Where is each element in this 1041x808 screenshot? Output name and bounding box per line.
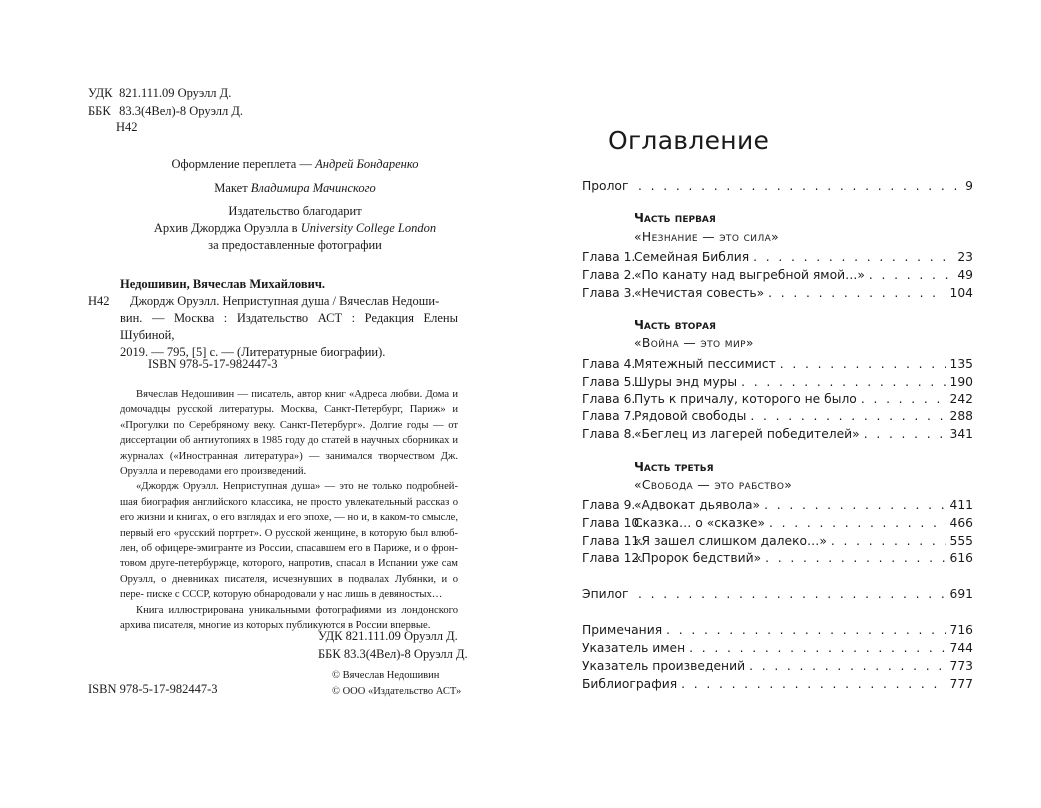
toc-chapter-4[interactable] <box>582 355 973 373</box>
toc-leader <box>666 621 945 639</box>
toc-page-number: 190 <box>949 375 973 389</box>
toc-chapter-3[interactable] <box>582 284 973 302</box>
toc-chapter-label: Глава 2. <box>582 268 636 282</box>
toc-chapter-title: Шуры энд муры <box>634 375 738 389</box>
toc-chapter-label: Глава 5. <box>582 375 636 389</box>
toc-chapter-label: Глава 9. <box>582 498 636 512</box>
catalog-line-1: Джордж Оруэлл. Неприступная душа / Вячеслав Недоши- <box>130 294 440 308</box>
ack-line-1: Издательство благодарит <box>228 204 362 218</box>
bbk-label: ББК <box>88 104 111 118</box>
toc-title: Оглавление <box>608 126 770 155</box>
toc-page-number: 466 <box>949 516 973 530</box>
toc-page-number: 716 <box>949 623 973 637</box>
layout-designer: Владимира Мачинского <box>250 181 376 195</box>
toc-page-number: 104 <box>949 286 973 300</box>
toc-entry-title: Библиография <box>582 677 678 691</box>
toc-leader <box>638 177 961 195</box>
toc-chapter-10[interactable] <box>582 514 973 532</box>
toc-chapter-label: Глава 12. <box>582 551 644 565</box>
layout-credit <box>130 180 460 197</box>
toc-chapter-11[interactable] <box>582 532 973 550</box>
toc-leader <box>689 639 945 657</box>
left-page <box>0 0 520 808</box>
bbk-bottom: ББК 83.3(4Вел)-8 Оруэлл Д. <box>318 647 468 661</box>
toc-chapter-6[interactable] <box>582 390 973 408</box>
toc-chapter-title: Мятежный пессимист <box>634 357 776 371</box>
cutter-code: Н42 <box>116 120 138 134</box>
toc-chapter-label: Глава 1. <box>582 250 636 264</box>
toc-entry-title: Указатель имен <box>582 641 686 655</box>
toc-leader <box>750 407 945 425</box>
toc-leader <box>768 284 945 302</box>
toc-chapter-1[interactable] <box>582 248 973 266</box>
toc-page-number: 777 <box>949 677 973 691</box>
catalog-author: Недошивин, Вячеслав Михайлович. <box>120 277 325 291</box>
isbn-bottom: ISBN 978-5-17-982447-3 <box>88 682 218 696</box>
udk-line <box>88 84 231 102</box>
toc-chapter-title: «Пророк бедствий» <box>634 551 762 565</box>
toc-chapter-title: «Нечистая совесть» <box>634 286 765 300</box>
toc-leader <box>681 675 945 693</box>
toc-prologue[interactable] <box>582 177 973 195</box>
catalog-cutter: Н42 <box>88 294 110 308</box>
toc-leader <box>861 390 946 408</box>
toc-page-number: 411 <box>949 498 973 512</box>
toc-chapter-7[interactable] <box>582 407 973 425</box>
toc-chapter-label: Глава 8. <box>582 427 636 441</box>
toc-page-number: 242 <box>949 392 973 406</box>
udk-label: УДК <box>88 86 113 100</box>
part-1-heading: Часть первая <box>634 211 716 225</box>
acknowledgement <box>130 203 460 254</box>
toc-page-number: 9 <box>965 179 973 193</box>
catalog-line-2: вин. — Москва : Издательство АСТ : Редакция Елены Шубиной, <box>120 311 458 342</box>
toc-page-number: 135 <box>949 357 973 371</box>
toc-leader <box>765 549 945 567</box>
toc-chapter-label: Глава 10. <box>582 516 644 530</box>
annotation-paragraph-3: Книга иллюстрирована уникальными фотографиями из лондонского архива писателя, многие из которых публикуются в России впервые. <box>120 604 458 632</box>
right-page <box>520 0 1041 808</box>
annotation <box>120 387 458 634</box>
toc-chapter-label: Глава 6. <box>582 392 636 406</box>
toc-leader <box>769 514 946 532</box>
toc-chapter-2[interactable] <box>582 266 973 284</box>
toc-leader <box>764 496 945 514</box>
toc-chapter-title: Путь к причалу, которого не было <box>634 392 857 406</box>
toc-bibliography[interactable] <box>582 675 973 693</box>
cover-credit-prefix: Оформление переплета — <box>171 157 316 171</box>
copyright-author: © Вячеслав Недошивин <box>332 670 440 681</box>
toc-chapter-12[interactable] <box>582 549 973 567</box>
toc-page-number: 616 <box>949 551 973 565</box>
part-1-subtitle: «Незнание — это сила» <box>634 230 780 244</box>
toc-entry-title: Эпилог <box>582 587 629 601</box>
toc-chapter-label: Глава 4. <box>582 357 636 371</box>
toc-leader <box>753 248 953 266</box>
toc-leader <box>638 585 946 603</box>
toc-page-number: 744 <box>949 641 973 655</box>
part-2-subtitle: «Война — это мир» <box>634 336 754 350</box>
bbk-line <box>88 102 243 120</box>
toc-leader <box>780 355 946 373</box>
toc-page-number: 23 <box>957 250 973 264</box>
toc-chapter-title: Рядовой свободы <box>634 409 747 423</box>
toc-page-number: 341 <box>949 427 973 441</box>
toc-chapter-label: Глава 11. <box>582 534 644 548</box>
part-2-heading: Часть вторая <box>634 318 716 332</box>
toc-chapter-label: Глава 3. <box>582 286 636 300</box>
annotation-paragraph-2: «Джордж Оруэлл. Неприступная душа» — это не только подробней- шая биография английского классика, не просто увлекательный рассказ о его жизни и книгах, о его взглядах и его эпохе, — но и, в каком-то смысле, первый его «русский портрет». О русской женщине, в которую был влюб- лен, об офицере-эмигранте из России, спасавшем его в Париже, и о фрон- товом друге-петербуржце, которого, напротив, спасал в Испании уже сам Оруэлл, о дневниках писателя, исчезнувших в подвалах Лубянки, и о пере- писке с СССР, которую обнародовали у нас лишь в девяностых… <box>120 481 458 601</box>
part-3-subtitle: «Свобода — это рабство» <box>634 478 793 492</box>
toc-chapter-title: «Беглец из лагерей победителей» <box>634 427 860 441</box>
catalog-line-3: 2019. — 795, [5] с. — (Литературные биографии). <box>120 345 386 359</box>
copyright-publisher: © ООО «Издательство АСТ» <box>332 686 462 697</box>
toc-chapter-5[interactable] <box>582 373 973 391</box>
udk-value: 821.111.09 Оруэлл Д. <box>119 86 232 100</box>
toc-chapter-title: Семейная Библия <box>634 250 750 264</box>
annotation-paragraph-1: Вячеслав Недошивин — писатель, автор книг «Адреса любви. Дома и домочадцы русской литературы. Москва, Санкт-Петербург, Париж» и «Прогулки по Серебряному веку. Санкт-Петербург». Долгие годы — от диссертации об антиутопиях в 1985 году до статей в научных сборниках и журналах («Иностранная литература») — занимался творчеством Дж. Оруэлла и переводами его произведений. <box>120 389 458 478</box>
toc-page-number: 773 <box>949 659 973 673</box>
toc-leader <box>869 266 953 284</box>
toc-chapter-9[interactable] <box>582 496 973 514</box>
toc-chapter-title: «Я зашел слишком далеко…» <box>634 534 827 548</box>
toc-page-number: 49 <box>957 268 973 282</box>
toc-chapter-title: Сказка… о «сказке» <box>634 516 765 530</box>
cover-designer: Андрей Бондаренко <box>315 157 419 171</box>
toc-chapter-title: «По канату над выгребной ямой…» <box>634 268 865 282</box>
toc-entry-title: Указатель произведений <box>582 659 746 673</box>
ack-line-3: за предоставленные фотографии <box>208 238 382 252</box>
toc-works-index[interactable] <box>582 657 973 675</box>
toc-leader <box>831 532 946 550</box>
layout-credit-prefix: Макет <box>214 181 251 195</box>
isbn-main: ISBN 978-5-17-982447-3 <box>148 357 278 371</box>
toc-chapter-title: «Адвокат дьявола» <box>634 498 761 512</box>
toc-chapter-8[interactable] <box>582 425 973 443</box>
cover-credit <box>130 156 460 173</box>
part-3-heading: Часть третья <box>634 460 714 474</box>
toc-chapter-label: Глава 7. <box>582 409 636 423</box>
toc-epilogue[interactable] <box>582 585 973 603</box>
bbk-value: 83.3(4Вел)-8 Оруэлл Д. <box>119 104 243 118</box>
toc-entry-title: Примечания <box>582 623 663 637</box>
ack-line-2-prefix: Архив Джорджа Оруэлла в <box>153 221 301 235</box>
toc-notes[interactable] <box>582 621 973 639</box>
toc-entry-title: Пролог <box>582 179 629 193</box>
catalog-record <box>88 276 458 361</box>
catalog-body <box>88 293 458 361</box>
ack-line-2 <box>130 220 460 237</box>
toc-name-index[interactable] <box>582 639 973 657</box>
toc-leader <box>864 425 946 443</box>
toc-page-number: 691 <box>949 587 973 601</box>
toc-leader <box>749 657 945 675</box>
toc-page-number: 555 <box>949 534 973 548</box>
toc-page-number: 288 <box>949 409 973 423</box>
ack-institution: University College London <box>300 221 437 235</box>
toc-leader <box>741 373 945 391</box>
udk-bottom: УДК 821.111.09 Оруэлл Д. <box>318 629 458 643</box>
